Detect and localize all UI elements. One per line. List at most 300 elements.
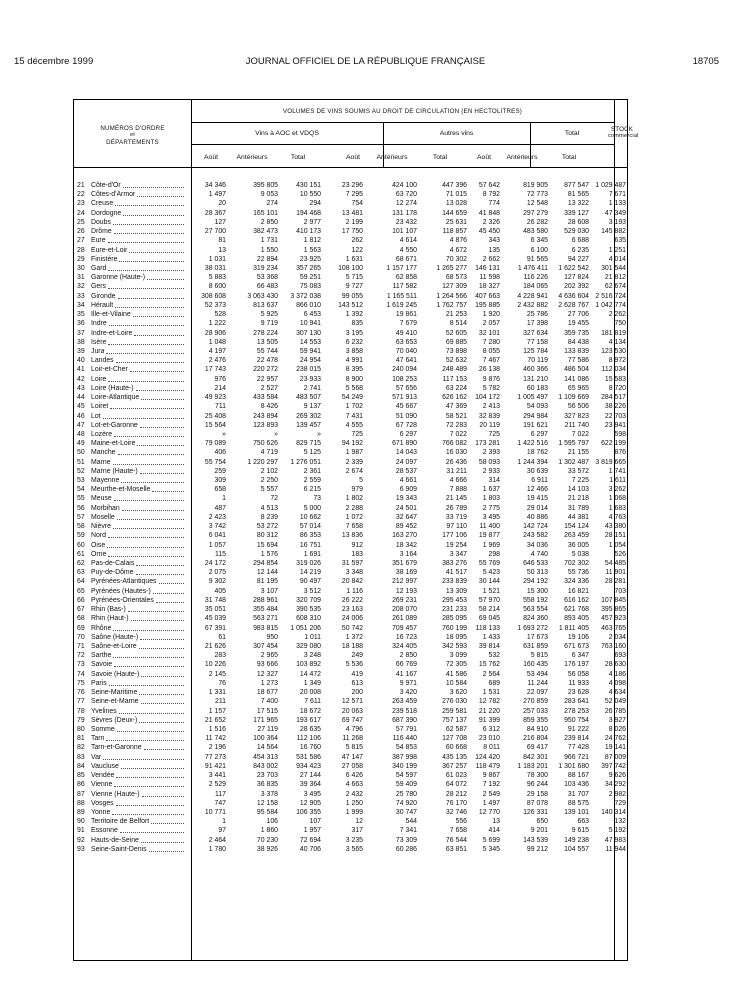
cell-col-2: 22 957: [256, 375, 278, 383]
cell-col-8: 327 634: [523, 329, 548, 337]
dot-leader: [118, 448, 184, 455]
cell-col-2: 8 239: [260, 513, 278, 521]
dept-number: 34: [77, 301, 85, 309]
table-row: [74, 282, 627, 291]
dept-name: Rhône: [91, 624, 112, 632]
dot-leader: [108, 264, 184, 271]
table-row: [74, 301, 627, 310]
cell-col-5: 14 043: [395, 449, 417, 457]
dept-number: 93: [77, 845, 85, 853]
cell-col-4: 8 395: [345, 366, 363, 374]
cell-col-5: 67 728: [395, 421, 417, 429]
cell-col-10: 132: [614, 818, 626, 826]
cell-col-4: 26 222: [341, 596, 363, 604]
cell-col-7: 2 564: [482, 670, 500, 678]
dot-leader: [128, 605, 184, 612]
cell-col-7: 8 011: [483, 744, 500, 752]
cell-col-9: 339 127: [564, 209, 589, 217]
cell-col-4: 2 432: [345, 790, 363, 798]
cell-col-2: 2 965: [260, 652, 278, 660]
cell-col-10: 463 765: [601, 624, 626, 632]
cell-col-2: 2 850: [260, 218, 278, 226]
cell-col-2: 288 961: [253, 596, 278, 604]
dept-number: 55: [77, 495, 85, 503]
cell-col-4: 47 147: [341, 753, 363, 761]
dept-name: Mayenne: [91, 477, 120, 485]
dot-leader: [137, 190, 184, 197]
cell-col-7: 689: [488, 679, 500, 687]
table-row: [74, 412, 627, 421]
cell-col-1: 25 408: [204, 412, 226, 420]
cell-col-2: 66 483: [256, 283, 278, 291]
cell-col-5: 66 769: [395, 661, 417, 669]
cell-col-6: 52 605: [445, 329, 467, 337]
cell-col-7: 5 345: [482, 845, 500, 853]
table-row: [74, 716, 627, 725]
sub-header-total-2: Total: [432, 154, 448, 161]
cell-col-3: 1 812: [303, 237, 321, 245]
table-row: [74, 329, 627, 338]
cell-col-2: 9 719: [260, 320, 278, 328]
cell-col-2: 93 666: [256, 661, 278, 669]
dept-number: 91: [77, 827, 85, 835]
cell-col-9: 702 302: [564, 560, 589, 568]
dept-name: Loire (Haute-): [91, 384, 134, 392]
cell-col-8: 69 417: [526, 744, 548, 752]
cell-col-3: 59 941: [299, 347, 321, 355]
table-row: [74, 264, 627, 273]
table-row: [74, 458, 627, 467]
cell-col-1: 21 626: [204, 643, 226, 650]
cell-col-2: 750 626: [253, 440, 278, 448]
cell-col-1: 1 516: [208, 725, 226, 733]
cell-col-5: 324 405: [392, 643, 417, 650]
dept-name: Var: [91, 753, 102, 761]
cell-col-1: 4 197: [208, 347, 226, 355]
cell-col-1: 17 743: [204, 366, 226, 374]
cell-col-10: 2 034: [608, 633, 626, 641]
cell-col-4: 8 900: [345, 375, 363, 383]
cell-col-8: 270 859: [523, 698, 548, 706]
sub-header-aout-1: Août: [204, 154, 218, 161]
dept-name: Seine-Maritime: [91, 689, 138, 697]
table-row: [74, 504, 627, 513]
cell-col-2: 53 368: [256, 274, 278, 282]
cell-col-7: 5 423: [482, 569, 500, 577]
dot-leader: [108, 550, 184, 557]
dept-number: 60: [77, 541, 85, 549]
dot-leader: [116, 799, 184, 806]
cell-col-6: 1 264 566: [436, 292, 467, 300]
cell-col-9: 202 392: [564, 283, 589, 291]
cell-col-8: 96 244: [526, 781, 548, 789]
table-row: [74, 365, 627, 374]
cell-col-4: 12: [355, 818, 363, 826]
cell-col-2: 23 703: [256, 772, 278, 780]
dept-name: Eure-et-Loir: [91, 246, 128, 254]
cell-col-4: 7 431: [345, 412, 363, 420]
cell-col-6: 71 015: [445, 191, 467, 199]
dot-leader: [117, 725, 184, 732]
cell-col-1: 77 273: [204, 753, 226, 761]
cell-col-9: 14 103: [567, 486, 589, 494]
cell-col-1: 20: [218, 200, 226, 208]
cell-col-6: 127 708: [442, 735, 467, 743]
dept-name: Indre-et-Loire: [91, 329, 133, 337]
header-et: et: [130, 132, 135, 138]
dept-name: Essonne: [91, 827, 118, 835]
dot-leader: [108, 236, 184, 243]
cell-col-6: 73 898: [445, 347, 467, 355]
cell-col-6: 7 022: [449, 430, 467, 438]
table-row: [74, 218, 627, 227]
cell-col-7: 725: [488, 430, 500, 438]
cell-col-8: 2 432 882: [517, 301, 548, 309]
cell-col-3: 14 553: [299, 338, 321, 346]
dept-name: Lot: [91, 412, 101, 420]
cell-col-2: 12 158: [256, 799, 278, 807]
table-row: [74, 790, 627, 799]
cell-col-5: 239 518: [392, 707, 417, 715]
cell-col-10: 4 186: [608, 670, 626, 678]
cell-col-4: 1 702: [345, 403, 363, 411]
table-row: [74, 624, 627, 633]
cell-col-9: 950 754: [564, 716, 589, 724]
cell-col-4: 7 658: [345, 523, 363, 531]
stock-label: STOCK: [610, 126, 634, 133]
cell-col-8: 563 554: [523, 606, 548, 614]
cell-col-8: 6 911: [531, 477, 548, 485]
dot-leader: [114, 494, 184, 501]
cell-col-5: 709 457: [392, 624, 417, 632]
cell-col-6: 1 265 277: [436, 264, 467, 272]
dept-number: 42: [77, 375, 85, 383]
dot-leader: [147, 273, 184, 280]
dept-name: Pyrénées-Orientales: [91, 596, 154, 604]
cell-col-8: 294 984: [523, 412, 548, 420]
cell-col-8: 22 097: [526, 689, 548, 697]
table-row: [74, 679, 627, 688]
cell-col-2: 4 719: [260, 449, 278, 457]
cell-col-2: 72: [270, 495, 278, 503]
dept-number: 31: [77, 274, 85, 282]
cell-col-9: 11 933: [568, 679, 589, 687]
table-row: [74, 347, 627, 356]
cell-col-5: 212 997: [392, 578, 417, 586]
cell-col-9: 7 022: [571, 430, 589, 438]
cell-col-6: 435 135: [442, 753, 467, 761]
cell-col-6: 70 302: [445, 255, 467, 263]
dept-name: Vendée: [91, 772, 115, 780]
cell-col-1: 309: [214, 477, 226, 485]
cell-col-6: 19 254: [445, 541, 467, 549]
cell-col-1: 2 464: [208, 836, 226, 844]
cell-col-10: 2 262: [608, 311, 626, 319]
cell-col-3: 12 905: [299, 799, 321, 807]
dept-number: 76: [77, 689, 85, 697]
cell-col-4: 1 987: [345, 449, 363, 457]
cell-col-6: 25 631: [445, 218, 467, 226]
cell-col-9: 139 101: [564, 808, 589, 816]
dept-name: Doubs: [91, 218, 111, 226]
cell-col-7: 11 400: [479, 523, 500, 531]
dept-number: 38: [77, 338, 85, 346]
cell-col-5: 73 309: [395, 836, 417, 844]
cell-col-5: 4 614: [399, 237, 417, 245]
cell-col-3: 40 706: [299, 845, 321, 853]
cell-col-2: 5 925: [260, 311, 278, 319]
cell-col-7: 21 220: [478, 707, 500, 715]
cell-col-7: 1 803: [482, 495, 500, 503]
group-total-header: Total: [564, 130, 580, 137]
cell-col-8: 19 415: [526, 495, 548, 503]
cell-col-3: 14 472: [299, 670, 321, 678]
table-row: [74, 375, 627, 384]
dept-name: Territoire de Belfort: [91, 818, 150, 826]
cell-col-6: 72 305: [445, 661, 467, 669]
cell-col-10: 8 972: [608, 357, 626, 365]
cell-col-4: 613: [351, 679, 363, 687]
cell-col-7: 6 312: [482, 725, 500, 733]
cell-col-3: 103 892: [296, 661, 321, 669]
cell-col-6: 7 658: [449, 827, 467, 835]
cell-col-4: 143 512: [338, 301, 363, 309]
cell-col-1: 13: [218, 246, 226, 254]
cell-col-1: 61: [218, 633, 226, 641]
cell-col-3: 294: [309, 200, 321, 208]
dept-name: Marne (Haute-): [91, 467, 138, 475]
cell-col-1: 308 608: [201, 292, 226, 300]
dept-number: 75: [77, 679, 85, 687]
cell-col-2: 106: [266, 818, 278, 826]
cell-col-1: 1 222: [208, 320, 226, 328]
cell-col-9: 91 222: [567, 725, 589, 733]
dot-leader: [108, 531, 184, 538]
cell-col-4: 50 742: [341, 624, 363, 632]
cell-col-3: 3 372 038: [290, 292, 321, 300]
cell-col-10: 21 812: [604, 274, 626, 282]
cell-col-8: 160 435: [523, 661, 548, 669]
cell-col-10: 47 983: [604, 836, 626, 844]
cell-col-6: 8 514: [449, 320, 467, 328]
cell-col-3: 112 106: [296, 735, 321, 743]
table-row: [74, 614, 627, 623]
dept-name: Vienne: [91, 781, 113, 789]
dept-number: 56: [77, 504, 85, 512]
dot-leader: [129, 246, 184, 253]
cell-col-7: 39 814: [478, 643, 500, 650]
dot-leader: [156, 596, 184, 603]
cell-col-8: 819 905: [523, 182, 548, 189]
cell-col-1: 3 441: [208, 772, 226, 780]
cell-col-3: 357 265: [296, 264, 321, 272]
cell-col-1: 1 057: [208, 541, 226, 549]
cell-col-7: 343: [488, 237, 500, 245]
cell-col-6: 61 023: [445, 772, 467, 780]
table-row: [74, 743, 627, 752]
table-row: [74, 845, 627, 854]
cell-col-10: 8 720: [608, 384, 626, 392]
cell-col-8: 29 158: [526, 790, 548, 798]
cell-col-1: 487: [214, 504, 226, 512]
table-row: [74, 513, 627, 522]
cell-col-9: 65 965: [567, 384, 589, 392]
cell-col-5: 57 791: [395, 725, 417, 733]
cell-col-7: 9 867: [482, 772, 500, 780]
dept-name: Garonne (Haute-): [91, 274, 146, 282]
cell-col-8: 70 119: [527, 357, 548, 365]
cell-col-1: 97: [218, 827, 226, 835]
cell-col-2: 15 694: [256, 541, 278, 549]
dot-leader: [139, 642, 184, 649]
dept-name: Dordogne: [91, 209, 122, 217]
cell-col-3: 107: [309, 818, 321, 826]
cell-col-9: 283 641: [564, 698, 589, 706]
cell-col-8: 297 279: [523, 209, 548, 217]
cell-col-6: 31 211: [446, 467, 467, 475]
cell-col-10: 28 630: [604, 661, 626, 669]
cell-col-8: 17 398: [526, 320, 548, 328]
cell-col-7: 9 876: [482, 375, 500, 383]
cell-col-5: 62 858: [395, 274, 417, 282]
dept-number: 84: [77, 762, 85, 770]
cell-col-7: 2 057: [482, 320, 500, 328]
cell-col-7: 2 775: [482, 504, 500, 512]
cell-col-7: 57 970: [478, 596, 500, 604]
cell-col-6: 21 145: [445, 495, 467, 503]
dept-name: Gironde: [91, 292, 116, 300]
dept-number: 25: [77, 218, 85, 226]
cell-col-4: 31 597: [341, 560, 363, 568]
dot-leader: [113, 458, 184, 465]
cell-col-9: 149 238: [564, 836, 589, 844]
cell-col-3: 1 957: [303, 827, 321, 835]
cell-col-8: 12 548: [526, 200, 548, 208]
cell-col-7: 26 138: [478, 366, 500, 374]
cell-col-6: 16 030: [445, 449, 467, 457]
cell-col-10: 19 141: [604, 744, 626, 752]
dept-name: Rhin (Bas-): [91, 606, 126, 614]
cell-col-8: 25 786: [526, 311, 548, 319]
cell-col-9: 486 504: [564, 366, 589, 374]
cell-col-10: 876: [614, 449, 626, 457]
dot-leader: [114, 430, 184, 437]
cell-col-8: 34 036: [526, 541, 548, 549]
cell-col-5: 12 274: [395, 200, 417, 208]
cell-col-3: 319 026: [296, 560, 321, 568]
cell-col-7: 41 848: [478, 209, 500, 217]
cell-col-1: 24 172: [204, 560, 226, 568]
issue-date: 15 décembre 1999: [14, 56, 94, 67]
dept-name: Loire: [91, 375, 107, 383]
cell-col-8: 99 212: [526, 845, 548, 853]
cell-col-9: 31 789: [567, 504, 589, 512]
cell-col-4: 6 232: [345, 338, 363, 346]
cell-col-2: 1 731: [260, 237, 278, 245]
table-row: [74, 319, 627, 328]
cell-col-1: 115: [215, 550, 226, 558]
sub-header-anterieurs-1: Antérieurs: [236, 154, 268, 161]
cell-col-3: »: [317, 430, 321, 438]
dot-leader: [122, 504, 184, 511]
table-row: [74, 292, 627, 301]
table-row: [74, 522, 627, 531]
cell-col-9: 263 459: [564, 532, 589, 540]
cell-col-5: 45 667: [395, 403, 417, 411]
cell-col-3: 10 941: [299, 320, 321, 328]
cell-col-1: 2 196: [208, 744, 226, 752]
dept-number: 85: [77, 772, 85, 780]
cell-col-3: 20 008: [299, 689, 321, 697]
cell-col-4: 6 426: [345, 772, 363, 780]
cell-col-7: 146 131: [475, 264, 500, 272]
cell-col-4: 5 536: [345, 661, 363, 669]
cell-col-5: 1 619 245: [386, 301, 417, 309]
group-autres-header: Autres vins: [439, 130, 474, 137]
dept-number: 87: [77, 790, 85, 798]
cell-col-3: 307 130: [296, 329, 321, 337]
sub-header-anterieurs-2: Antérieurs: [376, 154, 408, 161]
cell-col-10: 11 944: [605, 845, 626, 853]
cell-col-9: 56 506: [567, 403, 589, 411]
dept-number: 67: [77, 606, 85, 614]
cell-col-5: 19 343: [395, 495, 417, 503]
cell-col-2: 80 312: [256, 532, 278, 540]
departments-header: [74, 125, 191, 146]
dot-leader: [106, 734, 184, 741]
dept-name: Lozère: [91, 430, 113, 438]
dot-leader: [110, 402, 184, 409]
cell-col-6: 383 276: [442, 560, 467, 568]
dept-name: Vosges: [91, 799, 114, 807]
dept-name: Loire-Atlantique: [91, 394, 140, 402]
cell-col-5: 687 390: [392, 716, 417, 724]
dept-number: 30: [77, 264, 85, 272]
cell-col-5: 4 661: [399, 477, 417, 485]
cell-col-1: 35 051: [204, 606, 226, 614]
dept-number: 40: [77, 357, 85, 365]
cell-col-7: 7 280: [482, 338, 500, 346]
cell-col-5: 269 231: [392, 596, 417, 604]
table-row: [74, 559, 627, 568]
cell-col-2: 18 677: [256, 689, 278, 697]
cell-col-8: 483 580: [523, 228, 548, 236]
sub-header-aout-3: Août: [477, 154, 491, 161]
cell-col-1: 34 346: [204, 182, 226, 189]
cell-col-10: 87 009: [604, 753, 626, 761]
cell-col-10: 52 049: [604, 698, 626, 706]
cell-col-9: 31 707: [567, 790, 589, 798]
dept-number: 66: [77, 596, 85, 604]
dept-number: 46: [77, 412, 85, 420]
cell-col-5: 54 597: [395, 772, 417, 780]
dept-number: 72: [77, 652, 85, 660]
cell-col-2: 274: [266, 200, 278, 208]
cell-col-3: 1 563: [303, 246, 321, 254]
dept-name: Vaucluse: [91, 762, 119, 770]
cell-col-4: 1 631: [345, 255, 363, 263]
cell-col-10: 22 703: [604, 412, 626, 420]
cell-col-9: 44 381: [567, 513, 589, 521]
cell-col-2: 7 400: [260, 698, 278, 706]
cell-col-10: 47 349: [604, 209, 626, 217]
table-row: [74, 568, 627, 577]
dot-leader: [115, 301, 184, 308]
cell-col-4: 13 481: [341, 209, 363, 217]
cell-col-7: 57 642: [478, 182, 500, 189]
dot-leader: [107, 541, 184, 548]
header-departments: DÉPARTEMENTS: [106, 139, 159, 146]
